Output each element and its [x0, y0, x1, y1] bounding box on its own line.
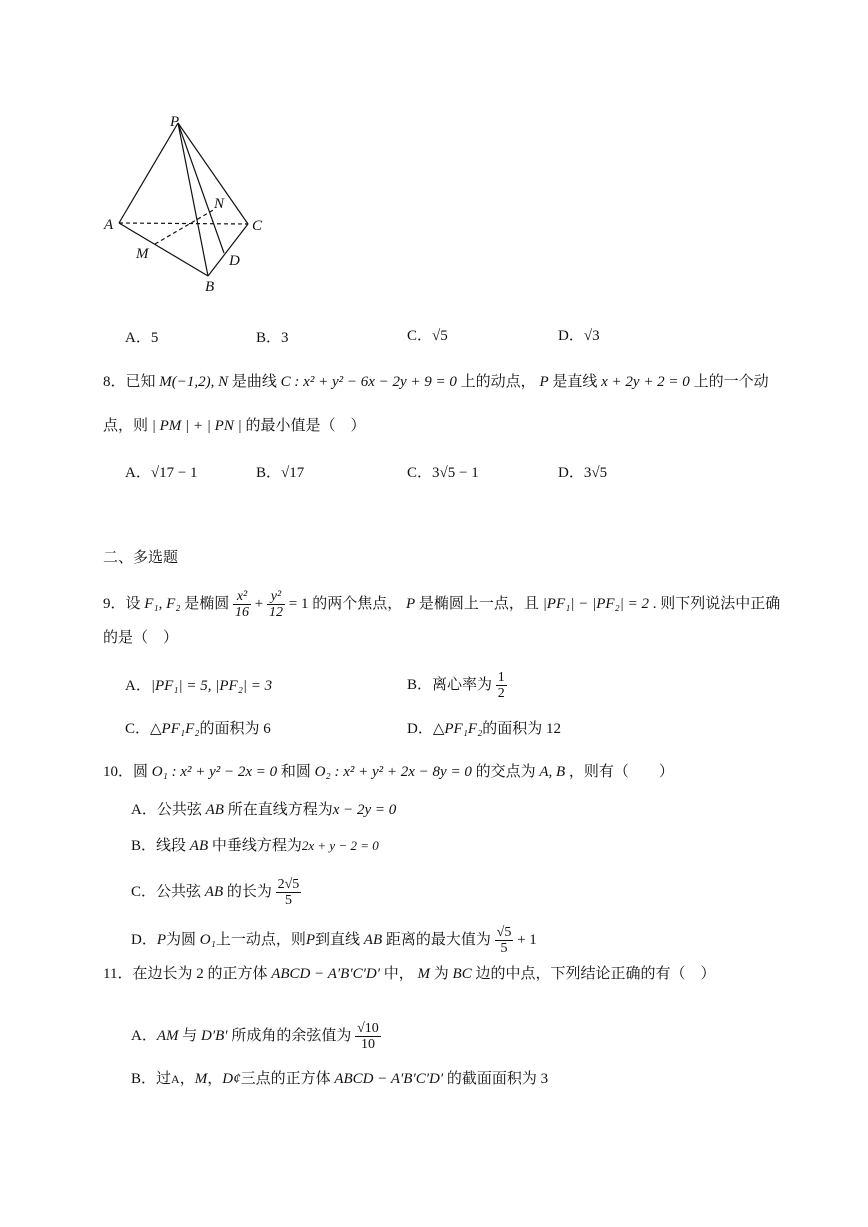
q10-option-d-letter: D．: [131, 932, 157, 948]
q11-option-b-a: A: [171, 1072, 180, 1086]
q8-option-a-value: √17 − 1: [150, 465, 198, 481]
q11-option-b-m: M: [194, 1071, 208, 1087]
q7-option-b-value: 3: [281, 330, 289, 346]
q11-text: 中，: [383, 966, 414, 982]
q10-option-a-text: 公共弦: [156, 802, 202, 818]
q9-option-d-triangle: △PF₁F₂: [432, 721, 483, 737]
label-D: D: [229, 253, 240, 269]
edge-AC-dashed: [119, 223, 248, 224]
label-N: N: [214, 196, 225, 212]
q8-text: 已知: [125, 374, 156, 390]
q10-number: 10．圆: [103, 764, 149, 780]
q11-number: 11．在边长为 2 的正方体: [103, 966, 268, 982]
q11-option-b-cube: ABCD − A′B′C′D′: [334, 1071, 444, 1087]
label-A: A: [104, 217, 114, 233]
q9-option-a: [125, 674, 272, 695]
q8-option-b-value: √17: [281, 465, 305, 481]
q8-option-d: [558, 461, 607, 482]
q10-option-d: [131, 912, 537, 968]
q9-point-p: P: [406, 596, 416, 612]
frac-den: 10: [360, 1037, 375, 1053]
q10-option-d-p: P: [305, 932, 316, 948]
q8-point-m: M(−1,2), N: [159, 374, 229, 390]
q8-curve-equation: C : x² + y² − 6x − 2y + 9 = 0: [280, 374, 457, 390]
frac-num: 2√5: [277, 876, 300, 892]
q9-option-b-text: 离心率为: [432, 677, 493, 693]
q10-option-b-ab: AB: [189, 838, 209, 854]
q11-option-b-sep: ，: [179, 1071, 195, 1087]
q8-line2: [103, 414, 365, 435]
q10-text: 的交点为: [475, 764, 536, 780]
q7-option-d: [558, 324, 600, 345]
q7-option-a-value: 5: [150, 330, 159, 346]
pyramid-figure: [0, 0, 300, 310]
q10-option-d-tail: + 1: [517, 932, 537, 948]
q9-option-b-letter: B．: [407, 677, 433, 693]
q11-option-b-text: 三点的正方体: [240, 1071, 331, 1087]
frac-num: √10: [357, 1020, 379, 1036]
edge-PA: [119, 123, 178, 223]
q7-option-b: [256, 326, 289, 347]
q8-option-d-value: 3√5: [583, 465, 608, 481]
q9-option-d-text: 的面积为 12: [482, 721, 562, 737]
q9-ellipse-frac2: [267, 589, 285, 621]
q7-option-d-letter: D．: [558, 328, 584, 344]
q9-foci: F₁, F₂: [144, 596, 181, 612]
label-M: M: [136, 246, 149, 262]
q11-option-b-text: 的截面面积为 3: [446, 1071, 549, 1087]
q10-option-d-p: P: [156, 932, 167, 948]
q9-option-d: [407, 717, 561, 738]
edge-PB: [178, 123, 208, 276]
q8-line1: [103, 370, 769, 391]
label-B: B: [205, 279, 215, 295]
q10-option-d-text: 距离的最大值为: [385, 932, 491, 948]
q10-option-d-o1: O₁: [199, 932, 216, 948]
q10-option-b-equation: 2x + y − 2 = 0: [301, 838, 379, 853]
q9-line2: 的是（ ）: [103, 630, 179, 646]
frac-num: √5: [496, 924, 512, 940]
q8-text: 上的动点，: [460, 374, 536, 390]
q11-option-a-text: 所成角的余弦值为: [231, 1028, 352, 1044]
q10-option-a-ab: AB: [205, 802, 224, 818]
frac-num: x²: [233, 589, 251, 605]
q7-option-c: [407, 324, 448, 345]
q11-text: 边的中点，下列结论正确的有（ ）: [475, 966, 716, 982]
q10-option-c-text: 公共弦: [156, 884, 202, 900]
frac-den: 12: [269, 605, 284, 621]
q9-ellipse-frac1: [233, 589, 251, 621]
q9-ellipse-tail: = 1: [288, 596, 309, 612]
q8-line-equation: x + 2y + 2 = 0: [601, 374, 690, 390]
q8-option-c: [407, 461, 479, 482]
q10-option-c-ab: AB: [204, 884, 224, 900]
q8-expression: | PM | + | PN |: [151, 418, 242, 434]
q7-option-a: [125, 326, 158, 347]
q9-option-a-value: |PF₁| = 5, |PF₂| = 3: [150, 678, 273, 694]
q9-option-c-triangle: △PF₁F₂: [150, 721, 200, 737]
q11-option-b-d: D¢: [222, 1071, 241, 1087]
q10-option-c-text: 的长为: [226, 884, 272, 900]
q7-option-d-value: √3: [583, 328, 600, 344]
q8-point-p: P: [539, 374, 549, 390]
q9-line1: 9．设 F₁, F₂ 是椭圆 $\frac{\text{x²}}{16}$ + $\frac{\text{y²}}{12}$ = 1 的两个焦点， P 是椭圆上一点，且 |PF₁| − |PF₂| = 2 . 则下列说法中正确: [103, 588, 781, 621]
segment-MN-dashed: [155, 209, 215, 244]
q10-option-a-letter: A．: [131, 802, 157, 818]
q10-text: ，则有（ ）: [568, 764, 674, 780]
q8-option-c-letter: C．: [407, 465, 433, 481]
q10-option-b: [131, 834, 379, 855]
q11-edge-bc: BC: [452, 966, 472, 982]
q8-text: 上的一个动: [693, 374, 769, 390]
q8-option-b: [256, 461, 304, 482]
q11-option-a: [131, 1008, 381, 1064]
q9-condition: |PF₁| − |PF₂| = 2: [542, 596, 650, 612]
q8-text: 是曲线: [231, 374, 277, 390]
q10-line1: [103, 760, 674, 781]
q9-option-b-frac: [496, 670, 507, 702]
q10-option-a: [131, 798, 396, 819]
q10-option-b-text: 线段: [156, 838, 187, 854]
q11-option-a-db: D′B′: [201, 1028, 228, 1044]
q8-option-c-value: 3√5 − 1: [432, 465, 479, 481]
q10-option-d-ab: AB: [363, 932, 383, 948]
q8-text: 点，则: [103, 418, 149, 434]
q11-option-a-letter: A．: [131, 1028, 157, 1044]
q11-option-b-text: 过: [156, 1071, 172, 1087]
section-title: 二、多选题: [103, 550, 179, 566]
q10-option-d-frac: [495, 925, 514, 957]
frac-num: y²: [267, 589, 285, 605]
frac-den: 5: [284, 893, 292, 909]
q8-option-a-letter: A．: [125, 465, 151, 481]
label-C: C: [252, 218, 263, 234]
q7-option-b-letter: B．: [256, 330, 282, 346]
q11-cube: ABCD − A′B′C′D′: [271, 966, 381, 982]
edge-BC: [208, 224, 248, 276]
q9-option-c-text: 的面积为 6: [199, 721, 271, 737]
frac-den: 5: [500, 941, 508, 957]
q11-option-b-letter: B．: [131, 1071, 157, 1087]
q10-option-d-text: 上一动点，则: [215, 932, 306, 948]
q10-points-ab: A, B: [539, 764, 566, 780]
q9-option-a-letter: A．: [125, 678, 151, 694]
edge-PD: [178, 123, 224, 253]
q9-text: 的两个焦点，: [312, 596, 403, 612]
q9-option-d-letter: D．: [407, 721, 433, 737]
q8-text: 的最小值是（ ）: [245, 418, 366, 434]
q8-option-d-letter: D．: [558, 465, 584, 481]
q9-number: 9．设: [103, 596, 141, 612]
q11-option-a-am: AM: [156, 1028, 179, 1044]
q10-option-a-text: 所在直线方程为: [227, 802, 333, 818]
q9-option-c: [125, 717, 271, 738]
q8-option-a: [125, 461, 198, 482]
q7-option-a-letter: A．: [125, 330, 151, 346]
q11-option-a-frac: [355, 1021, 381, 1053]
edge-AB: [119, 223, 208, 276]
q10-option-c-letter: C．: [131, 884, 157, 900]
label-P: P: [170, 114, 180, 130]
q11-line1: [103, 962, 715, 983]
q11-option-a-text: 与: [182, 1028, 198, 1044]
q10-option-c-frac: [276, 877, 302, 909]
q10-text: 和圆: [280, 764, 311, 780]
q10-option-d-text: 到直线: [315, 932, 361, 948]
q11-option-b-sep: ，: [207, 1071, 223, 1087]
q7-option-c-letter: C．: [407, 328, 433, 344]
q8-option-b-letter: B．: [256, 465, 282, 481]
q9-text: . 则下列说法中正确: [652, 596, 781, 612]
q8-text: 是直线: [552, 374, 598, 390]
q9-text: 是椭圆: [184, 596, 230, 612]
q11-text: 为: [433, 966, 449, 982]
frac-den: 16: [235, 605, 250, 621]
q10-option-d-text: 为圆: [166, 932, 197, 948]
q10-circle-o2: O₂ : x² + y² + 2x − 8y = 0: [314, 764, 472, 780]
q8-number: 8．: [103, 374, 126, 390]
q9-text: 是椭圆上一点，且: [418, 596, 539, 612]
q10-circle-o1: O₁ : x² + y² − 2x = 0: [151, 764, 278, 780]
q7-option-c-value: √5: [432, 328, 448, 344]
q10-option-b-text: 中垂线方程为: [211, 838, 302, 854]
q9-option-b: [407, 657, 507, 713]
q9-option-c-letter: C．: [125, 721, 151, 737]
frac-num: 1: [497, 669, 505, 685]
q10-option-a-equation: x − 2y = 0: [332, 802, 397, 818]
q11-point-m: M: [417, 966, 431, 982]
frac-den: 2: [497, 686, 505, 702]
q11-option-b: [131, 1067, 548, 1088]
q10-option-b-letter: B．: [131, 838, 157, 854]
